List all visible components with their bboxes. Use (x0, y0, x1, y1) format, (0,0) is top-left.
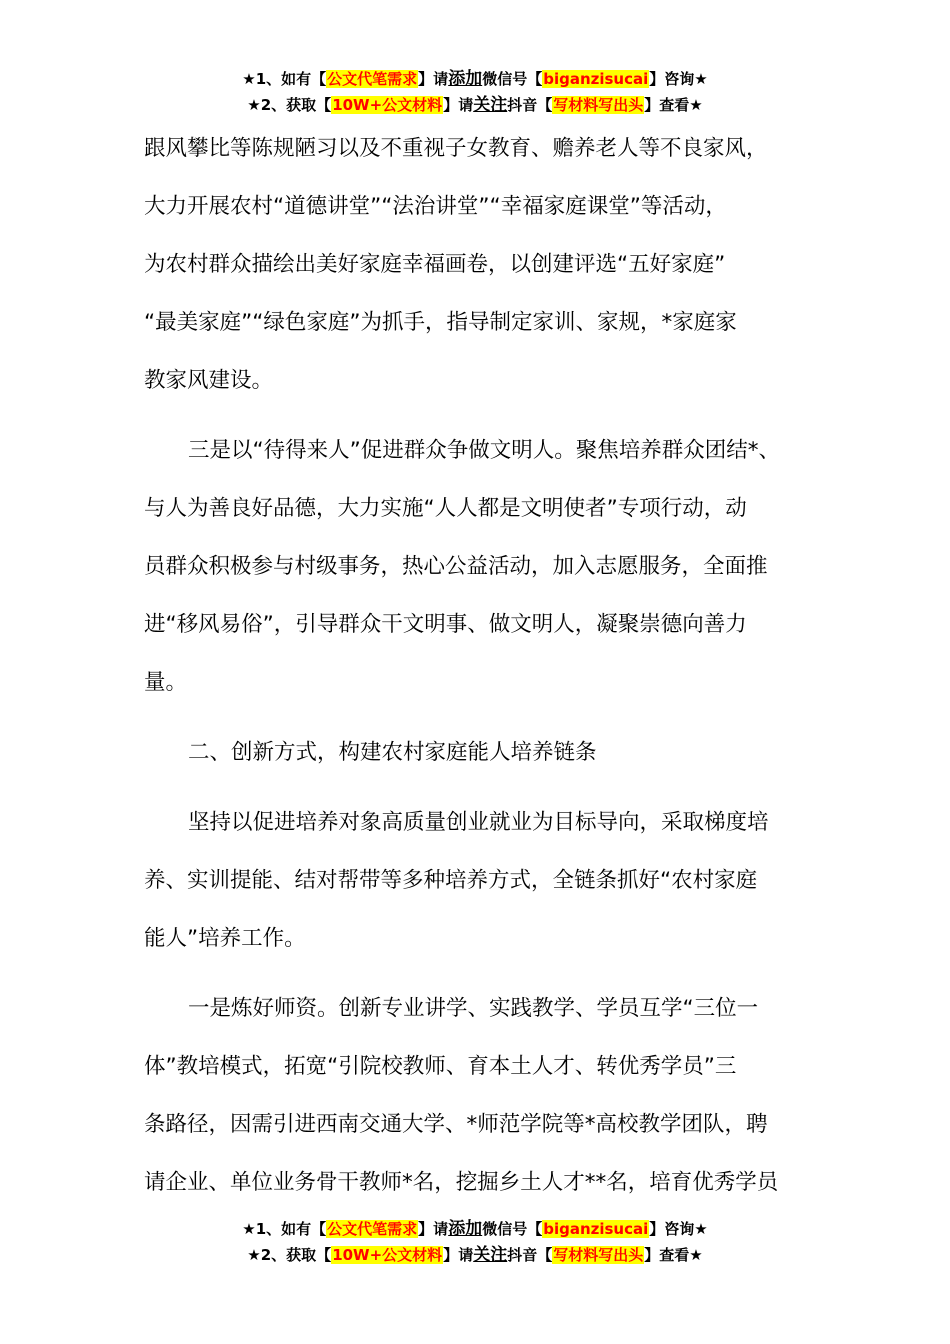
banner-underline: 关注 (473, 95, 508, 115)
paragraph-training-approach (144, 794, 824, 968)
text-line: 为农村群众描绘出美好家庭幸福画卷，以创建评选“五好家庭” (144, 252, 726, 277)
footer-banner (0, 1216, 950, 1268)
text-line: 条路径，因需引进西南交通大学、*师范学院等*高校教学团队，聘 (144, 1112, 768, 1137)
banner-underline: 添加 (448, 1219, 483, 1239)
banner-highlight: 10W+公文材料 (332, 1246, 443, 1264)
text-line: 大力开展农村“道德讲堂”“法治讲堂”“幸福家庭课堂”等活动， (144, 194, 727, 219)
banner-line-1: ★1、如有【公文代笔需求】请添加微信号【biganzisucai】咨询★ (242, 69, 708, 89)
paragraph-teachers (144, 980, 824, 1212)
banner-highlight: 公文代笔需求 (327, 1220, 418, 1238)
banner-underline: 关注 (473, 1245, 508, 1265)
banner-underline: 添加 (448, 69, 483, 89)
header-banner (0, 66, 950, 118)
document-body (144, 120, 824, 1212)
paragraph-civilized-people (144, 422, 824, 712)
section-heading (144, 724, 824, 782)
banner-line-2: ★2、获取【10W+公文材料】请关注抖音【写材料写出头】查看★ (247, 95, 703, 115)
text-line: 能人”培养工作。 (144, 926, 306, 951)
heading-text: 二、创新方式，构建农村家庭能人培养链条 (188, 740, 597, 765)
text-line: 员群众积极参与村级事务，热心公益活动，加入志愿服务，全面推 (144, 554, 768, 579)
banner-line-2: ★2、获取【10W+公文材料】请关注抖音【写材料写出头】查看★ (247, 1245, 703, 1265)
banner-douyin-id: 写材料写出头 (553, 96, 644, 114)
banner-wechat-id: biganzisucai (543, 70, 649, 88)
text-line: 养、实训提能、结对帮带等多种培养方式，全链条抓好“农村家庭 (144, 868, 758, 893)
text-line: “最美家庭”“绿色家庭”为抓手，指导制定家训、家规，*家庭家 (144, 310, 737, 335)
text-line: 与人为善良好品德，大力实施“人人都是文明使者”专项行动，动 (144, 496, 747, 521)
banner-highlight: 10W+公文材料 (332, 96, 443, 114)
text-line: 教家风建设。 (144, 368, 274, 393)
text-line: 三是以“待得来人”促进群众争做文明人。聚焦培养群众团结*、 (188, 438, 781, 463)
banner-highlight: 公文代笔需求 (327, 70, 418, 88)
banner-wechat-id: biganzisucai (543, 1220, 649, 1238)
text-line: 进“移风易俗”，引导群众干文明事、做文明人，凝聚崇德向善力 (144, 612, 747, 637)
text-line: 量。 (144, 670, 188, 695)
banner-line-1: ★1、如有【公文代笔需求】请添加微信号【biganzisucai】咨询★ (242, 1219, 708, 1239)
text-line: 体”教培模式，拓宽“引院校教师、育本土人才、转优秀学员”三 (144, 1054, 737, 1079)
text-line: 跟风攀比等陈规陋习以及不重视子女教育、赡养老人等不良家风， (144, 136, 768, 161)
text-line: 坚持以促进培养对象高质量创业就业为目标导向，采取梯度培 (188, 810, 769, 835)
paragraph-family-customs (144, 120, 824, 410)
text-line: 请企业、单位业务骨干教师*名，挖掘乡土人才**名，培育优秀学员 (144, 1170, 779, 1195)
banner-douyin-id: 写材料写出头 (553, 1246, 644, 1264)
text-line: 一是炼好师资。创新专业讲学、实践教学、学员互学“三位一 (188, 996, 759, 1021)
